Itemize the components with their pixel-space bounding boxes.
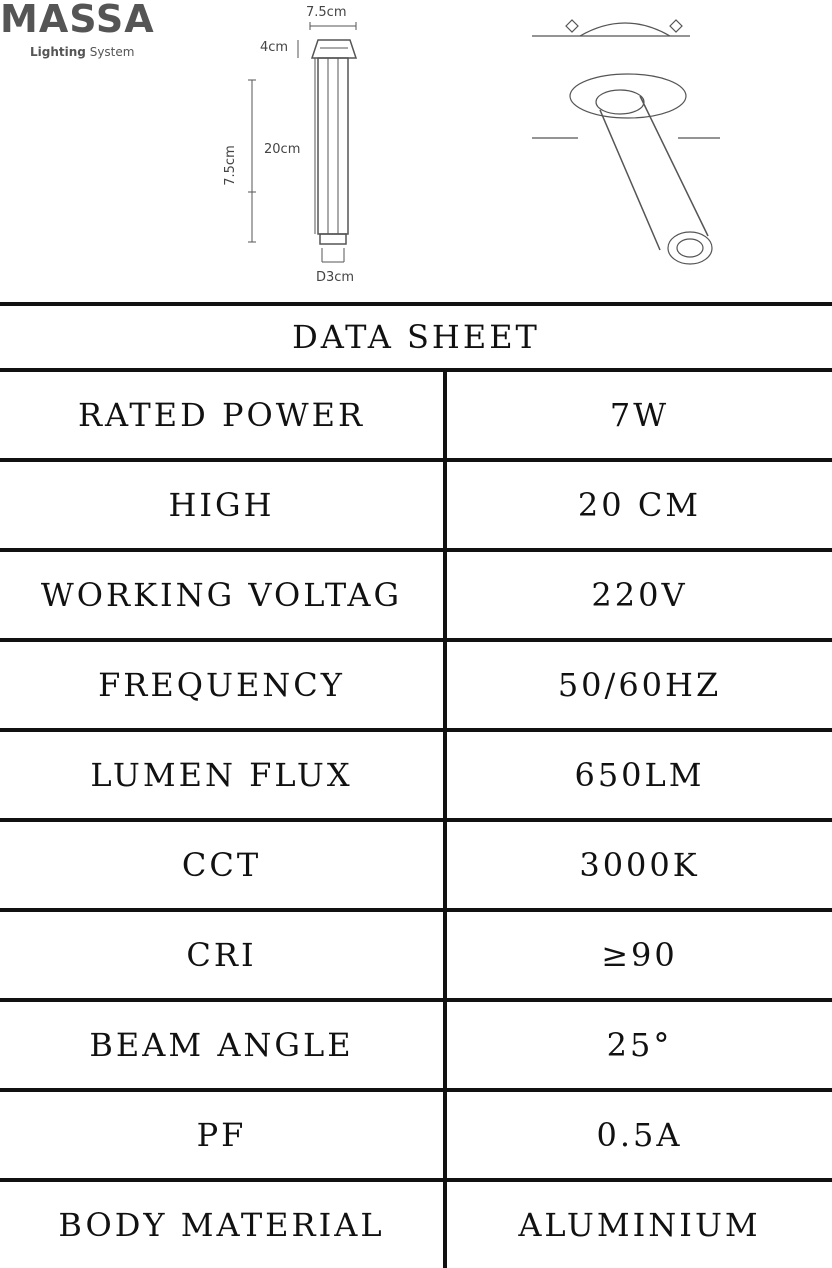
side-dimension-label: 7.5cm bbox=[222, 145, 238, 186]
spec-value: 20 CM bbox=[577, 486, 702, 524]
table-row bbox=[0, 912, 832, 1002]
table-row bbox=[0, 1002, 832, 1092]
spec-value: 0.5A bbox=[596, 1116, 683, 1154]
table-row bbox=[0, 642, 832, 732]
spec-label: FREQUENCY bbox=[0, 642, 447, 728]
data-sheet-table bbox=[0, 302, 832, 1268]
table-row bbox=[0, 372, 832, 462]
spec-label: HIGH bbox=[0, 462, 447, 548]
spec-value: 50/60HZ bbox=[557, 666, 722, 704]
spec-label: CCT bbox=[0, 822, 447, 908]
diameter-dimension-label: D3cm bbox=[316, 270, 355, 285]
table-row bbox=[0, 822, 832, 912]
table-row bbox=[0, 1092, 832, 1182]
brand-subtitle-bold: Lighting bbox=[30, 45, 86, 59]
brand-logo: MASSA bbox=[0, 0, 155, 41]
spec-value: ≥90 bbox=[601, 936, 678, 974]
table-row bbox=[0, 732, 832, 822]
spec-label: WORKING VOLTAG bbox=[0, 552, 447, 638]
brand-subtitle-rest: System bbox=[89, 45, 135, 59]
spec-label: BEAM ANGLE bbox=[0, 1002, 447, 1088]
head-dimension-label: 4cm bbox=[260, 40, 289, 55]
table-row bbox=[0, 1182, 832, 1268]
table-row bbox=[0, 552, 832, 642]
spec-label: CRI bbox=[0, 912, 447, 998]
product-header bbox=[0, 0, 832, 300]
spec-label: LUMEN FLUX bbox=[0, 732, 447, 818]
spec-value: ALUMINIUM bbox=[518, 1206, 761, 1244]
width-dimension-label: 7.5cm bbox=[306, 5, 347, 20]
table-row bbox=[0, 462, 832, 552]
spec-value: 25° bbox=[606, 1026, 673, 1064]
dimension-drawing bbox=[0, 0, 832, 300]
spec-value: 7W bbox=[609, 396, 670, 434]
spec-value: 650LM bbox=[574, 756, 705, 794]
spec-label: PF bbox=[0, 1092, 447, 1178]
spec-value: 220V bbox=[591, 576, 688, 614]
spec-label: BODY MATERIAL bbox=[0, 1182, 447, 1268]
spec-label: RATED POWER bbox=[0, 372, 447, 458]
data-sheet-title: DATA SHEET bbox=[0, 302, 832, 372]
spec-value: 3000K bbox=[579, 846, 700, 884]
length-dimension-label: 20cm bbox=[264, 142, 301, 157]
